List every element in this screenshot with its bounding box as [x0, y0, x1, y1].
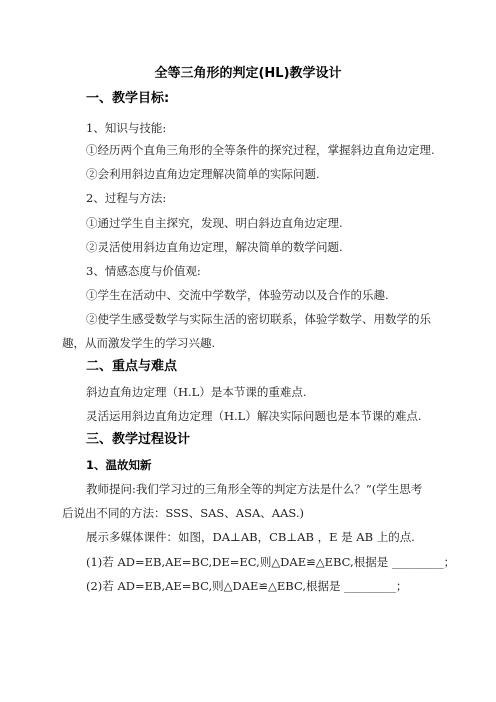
goal-process-label: 2、过程与方法:	[86, 191, 167, 205]
review-line-5: (2)若 AD=EB,AE=BC,则△DAE≌△EBC,根据是 _________；	[86, 579, 408, 593]
section-heading-process-design: 三、教学过程设计	[86, 432, 191, 447]
review-label: 1、温故知新	[86, 458, 152, 472]
goal-attitude-label: 3、情感态度与价值观:	[86, 264, 201, 278]
goal-process-item-1: ①通过学生自主探究，发现、明白斜边直角边定理.	[86, 216, 343, 230]
goal-knowledge-item-1: ①经历两个直角三角形的全等条件的探究过程，掌握斜边直角边定理.	[86, 143, 435, 157]
review-line-1: 教师提问:我们学习过的三角形全等的判定方法是什么？”(学生思考	[86, 482, 423, 496]
goal-knowledge-label: 1、知识与技能:	[86, 121, 167, 135]
section-heading-goals: 一、教学目标:	[86, 91, 170, 106]
review-line-4: (1)若 AD=EB,AE=BC,DE=EC,则△DAE≌△EBC,根据是 _________；	[86, 555, 456, 569]
key-point-2: 灵活运用斜边直角边定理（H.L）解决实际问题也是本节课的难点.	[86, 409, 422, 423]
goal-process-item-2: ②灵活使用斜边直角边定理，解决简单的数学问题.	[86, 240, 343, 254]
goal-attitude-item-2: ②使学生感受数学与实际生活的密切联系，体验学数学、用数学的乐	[86, 312, 431, 326]
section-heading-key-points: 二、重点与难点	[86, 359, 178, 374]
goal-attitude-item-1: ①学生在活动中、交流中学数学，体验劳动以及合作的乐趣.	[86, 288, 389, 302]
key-point-1: 斜边直角边定理（H.L）是本节课的重难点.	[86, 385, 307, 399]
goal-knowledge-item-2: ②会利用斜边直角边定理解决简单的实际问题.	[86, 167, 320, 181]
review-line-3: 展示多媒体课件：如图，DA⊥AB，CB⊥AB ，E 是 AB 上的点.	[86, 530, 415, 544]
page-title: 全等三角形的判定(HL)教学设计	[154, 66, 342, 81]
goal-attitude-item-2-cont: 趣，从而激发学生的学习兴趣.	[62, 336, 216, 350]
review-line-2: 后说出不同的方法：SSS、SAS、ASA、AAS.)	[62, 506, 304, 520]
